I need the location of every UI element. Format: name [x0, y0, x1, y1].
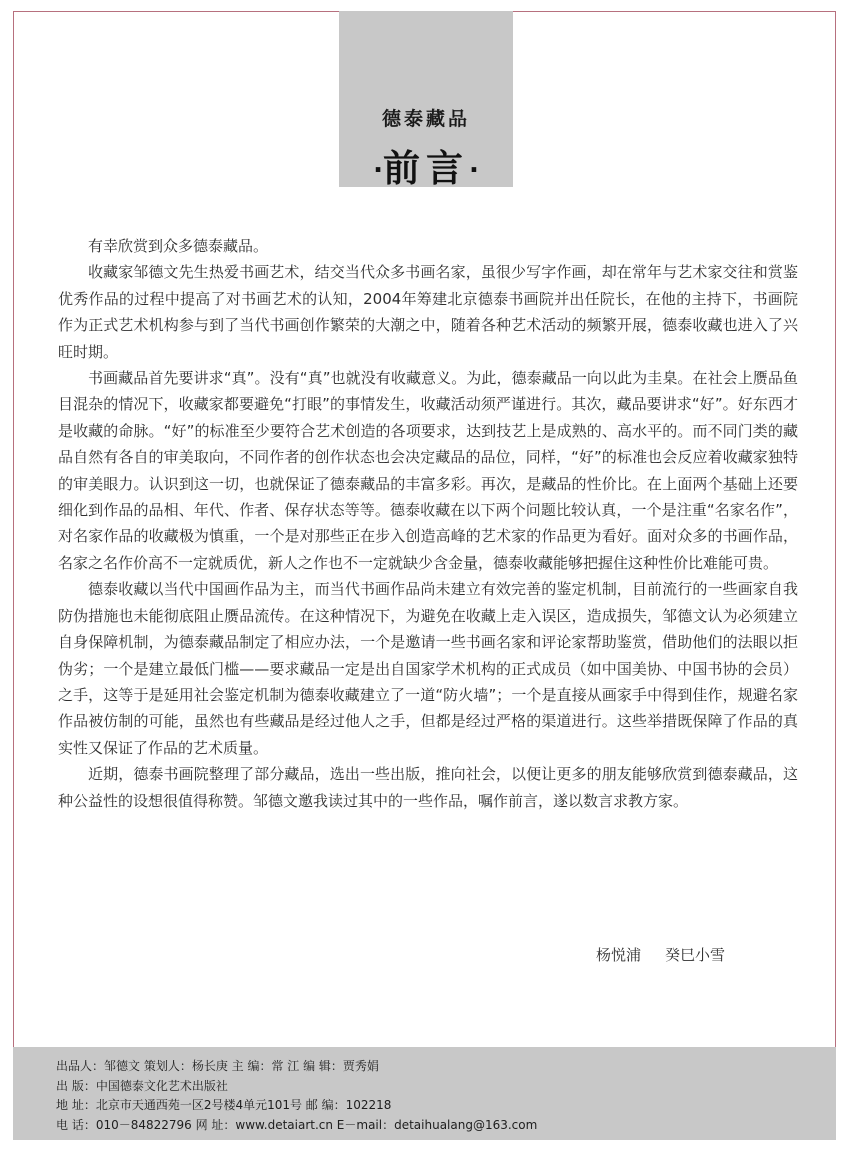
- collection-name: 德泰藏品: [381, 108, 470, 130]
- paragraph: 德泰收藏以当代中国画作品为主，而当代书画作品尚未建立有效完善的鉴定机制，目前流行的一些画家自我防伪措施也未能彻底阻止赝品流传。在这种情况下，为避免在收藏上走入误区，造成损失，邹德文认为必须建立自身保障机制，为德泰藏品制定了相应办法，一个是邀请一些书画名家和评论家帮助鉴赏，借助他们的法眼以拒伪劣；一个是建立最低门槛——要求藏品一定是出自国家学术机构的正式成员（如中国美协、中国书协的会员）之手，这等于是延用社会鉴定机制为德泰收藏建立了一道“防火墙”；一个是直接从画家手中得到佳作，规避名家作品被仿制的可能，虽然也有些藏品是经过他人之手，但都是经过严格的渠道进行。这些举措既保障了作品的真实性又保证了作品的艺术质量。: [58, 580, 798, 757]
- paragraph: 近期，德泰书画院整理了部分藏品，选出一些出版，推向社会，以便让更多的朋友能够欣赏到德泰藏品，这种公益性的设想很值得称赞。邹德文邀我读过其中的一些作品，嘱作前言，遂以数言求教方家。: [58, 765, 798, 810]
- colophon-address: 地 址：北京市天通西苑一区2号楼4单元101号 邮 编：102218: [56, 1098, 392, 1112]
- signature-author: 杨悦浦: [596, 946, 642, 964]
- preface-body: [58, 233, 798, 814]
- signature: [596, 944, 725, 965]
- paragraph: 书画藏品首先要讲求“真”。没有“真”也就没有收藏意义。为此，德泰藏品一向以此为圭臬。在社会上赝品鱼目混杂的情况下，收藏家都要避免“打眼”的事情发生，收藏活动须严谨进行。其次，藏品要讲求“好”。好东西才是收藏的命脉。“好”的标准至少要符合艺术创造的各项要求，达到技艺上是成熟的、高水平的。而不同门类的藏品自然有各自的审美取向，不同作者的创作状态也会决定藏品的品位，同样，“好”的标准也会反应着收藏家独特的审美眼力。认识到这一切，也就保证了德泰藏品的丰富多彩。再次，是藏品的性价比。在上面两个基础上还要细化到作品的品相、年代、作者、保存状态等等。德泰收藏在以下两个问题比较认真，一个是注重“名家名作”，对名家作品的收藏极为慎重，一个是对那些正在步入创造高峰的艺术家的作品更为看好。面对众多的书画作品，名家之名作价高不一定就质优，新人之作也不一定就缺少含金量，德泰收藏能够把握住这种性价比难能可贵。: [58, 369, 798, 572]
- colophon-credits: 出品人：邹德文 策划人：杨长庚 主 编：常 江 编 辑：贾秀娟: [56, 1059, 379, 1073]
- title-banner: [339, 11, 513, 190]
- title-text: 前言: [383, 147, 469, 190]
- title-dot-left: ·: [373, 155, 383, 186]
- paragraph: 有幸欣赏到众多德泰藏品。: [88, 237, 269, 255]
- colophon-publisher: 出 版：中国德泰文化艺术出版社: [56, 1078, 228, 1093]
- title-dot-right: ·: [469, 155, 479, 186]
- colophon: [13, 1047, 836, 1140]
- signature-date: 癸巳小雪: [665, 946, 726, 964]
- page-title: [339, 145, 513, 195]
- paragraph: 收藏家邹德文先生热爱书画艺术，结交当代众多书画名家，虽很少写字作画，却在常年与艺术家交往和赏鉴优秀作品的过程中提高了对书画艺术的认知，2004年筹建北京德泰书画院并出任院长，在他的主持下，书画院作为正式艺术机构参与到了当代书画创作繁荣的大潮之中，随着各种艺术活动的频繁开展，德泰收藏也进入了兴旺时期。: [58, 263, 798, 361]
- colophon-contact: 电 话：010－84822796 网 址：www.detaiart.cn E－mail：detaihualang@163.com: [56, 1117, 538, 1132]
